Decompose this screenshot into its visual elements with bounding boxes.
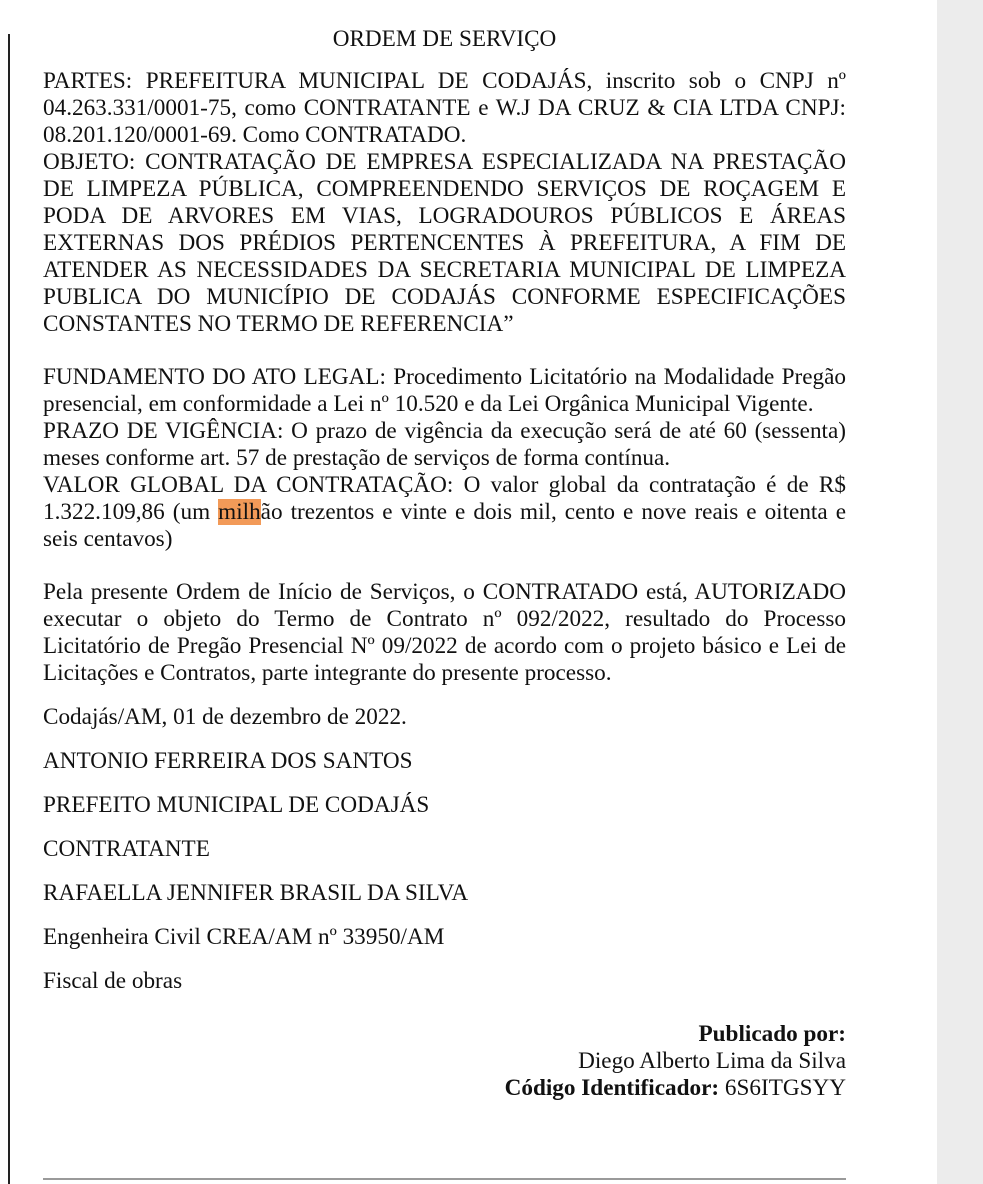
publisher-name: Diego Alberto Lima da Silva bbox=[578, 1048, 846, 1074]
left-border-line bbox=[8, 34, 10, 1184]
signatory-party-1: CONTRATANTE bbox=[43, 836, 210, 862]
prazo-paragraph: PRAZO DE VIGÊNCIA: O prazo de vigência da execução será de até 60 (sessenta) meses conforme art. 57 de prestação de serviços de forma contínua. bbox=[43, 418, 846, 471]
identifier-code: 6S6ITGSYY bbox=[724, 1075, 846, 1101]
bottom-separator bbox=[43, 1178, 846, 1180]
partes-paragraph: PARTES: PREFEITURA MUNICIPAL DE CODAJÁS, inscrito sob o CNPJ nº 04.263.331/0001-75, como CONTRATANTE e W.J DA CRUZ & CIA LTDA CNPJ: 08.201.120/0001-69. Como CONTRATADO. bbox=[43, 68, 846, 148]
search-highlight: milh bbox=[218, 499, 261, 525]
valor-text-after: ão trezentos e vinte e dois mil, cento e nove reais e oitenta e seis centavos) bbox=[43, 499, 846, 552]
signatory-role-2: Engenheira Civil CREA/AM nº 33950/AM bbox=[43, 924, 445, 950]
signatory-role-1: PREFEITO MUNICIPAL DE CODAJÁS bbox=[43, 792, 430, 818]
publication-block bbox=[43, 1021, 846, 1102]
published-by-label: Publicado por: bbox=[698, 1021, 846, 1047]
identifier-label: Código Identificador: bbox=[504, 1075, 720, 1101]
identifier-line bbox=[43, 1075, 846, 1102]
fundamento-paragraph: FUNDAMENTO DO ATO LEGAL: Procedimento Licitatório na Modalidade Pregão presencial, em conformidade a Lei nº 10.520 e da Lei Orgânica Municipal Vigente. bbox=[43, 364, 846, 417]
valor-text-before: VALOR GLOBAL DA CONTRATAÇÃO: O valor global da contratação é de R$ 1.322.109,86 (um bbox=[43, 472, 846, 525]
signatory-name-2: RAFAELLA JENNIFER BRASIL DA SILVA bbox=[43, 880, 469, 906]
document-title: ORDEM DE SERVIÇO bbox=[332, 26, 557, 52]
right-gutter bbox=[937, 0, 983, 1184]
valor-paragraph bbox=[43, 472, 846, 553]
objeto-paragraph: OBJETO: CONTRATAÇÃO DE EMPRESA ESPECIALIZADA NA PRESTAÇÃO DE LIMPEZA PÚBLICA, COMPREENDENDO SERVIÇOS DE ROÇAGEM E PODA DE ARVORES EM VIAS, LOGRADOUROS PÚBLICOS E ÁREAS EXTERNAS DOS PRÉDIOS PERTENCENTES À PREFEITURA, A FIM DE ATENDER AS NECESSIDADES DA SECRETARIA MUNICIPAL DE LIMPEZA PUBLICA DO MUNICÍPIO DE CODAJÁS CONFORME ESPECIFICAÇÕES CONSTANTES NO TERMO DE REFERENCIA” bbox=[43, 149, 846, 337]
local-date: Codajás/AM, 01 de dezembro de 2022. bbox=[43, 704, 407, 730]
document-page bbox=[43, 26, 846, 1102]
signatory-name-1: ANTONIO FERREIRA DOS SANTOS bbox=[43, 748, 413, 774]
autorizacao-paragraph: Pela presente Ordem de Início de Serviços, o CONTRATADO está, AUTORIZADO executar o objeto do Termo de Contrato nº 092/2022, resultado do Processo Licitatório de Pregão Presencial Nº 09/2022 de acordo com o projeto básico e Lei de Licitações e Contratos, parte integrante do presente processo. bbox=[43, 579, 846, 686]
signatory-party-2: Fiscal de obras bbox=[43, 968, 183, 994]
